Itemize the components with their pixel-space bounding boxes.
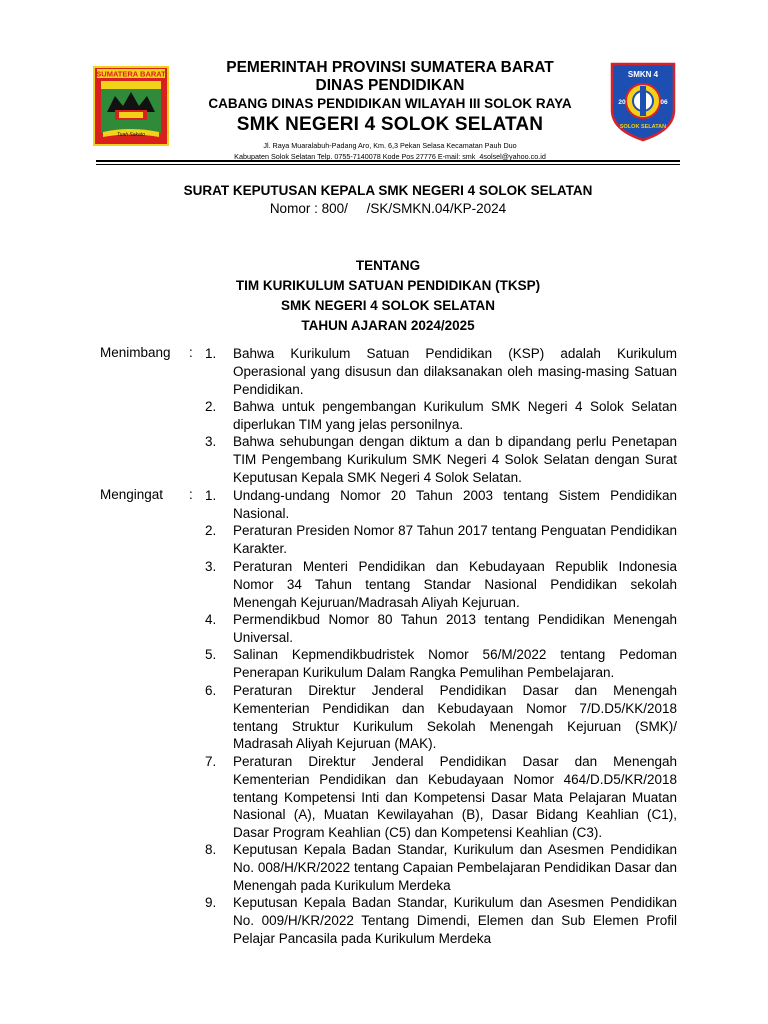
- letterhead-school-name: SMK NEGERI 4 SOLOK SELATAN: [236, 114, 544, 135]
- letterhead-province: PEMERINTAH PROVINSI SUMATERA BARAT: [226, 59, 554, 76]
- school-logo-year-right: 06: [660, 99, 668, 106]
- list-item-text: Peraturan Menteri Pendidikan dan Kebudayaan Republik Indonesia Nomor 34 Tahun tentang Standar Nasional Pendidikan sekolah Menengah Kejuruan/Madrasah Aliyah Kejuruan.: [233, 559, 677, 610]
- school-logo-top-text: SMKN 4: [627, 70, 659, 79]
- list-item: [205, 611, 677, 647]
- list-item-number: 6.: [205, 683, 217, 698]
- list-item: [205, 345, 677, 398]
- list-item-text: Keputusan Kepala Badan Standar, Kurikulum dan Asesmen Pendidikan No. 008/H/KR/2022 tentang Capaian Pembelajaran Pendidikan Dasar dan Menengah pada Kurikulum Merdeka: [233, 842, 677, 893]
- sumatera-barat-emblem: [93, 66, 169, 146]
- list-item: [205, 841, 677, 894]
- list-item: [205, 682, 677, 753]
- list-item-text: Permendikbud Nomor 80 Tahun 2013 tentang Pendidikan Menengah Universal.: [233, 612, 677, 645]
- list-item-text: Bahwa untuk pengembangan Kurikulum SMK Negeri 4 Solok Selatan diperlukan TIM yang jelas personilnya.: [233, 399, 677, 432]
- list-item-number: 1.: [205, 488, 217, 503]
- list-item-number: 5.: [205, 647, 217, 662]
- emblem-ribbon-text: Tuah Sakato: [117, 132, 145, 138]
- list-item-number: 3.: [205, 434, 217, 449]
- letterhead-address: Jl. Raya Muaralabuh-Padang Aro, Km. 6,3 Pekan Selasa Kecamatan Pauh Duo: [263, 141, 517, 150]
- letterhead-divider-thick: [96, 160, 680, 162]
- list-item-text: Peraturan Presiden Nomor 87 Tahun 2017 tentang Penguatan Pendidikan Karakter.: [233, 523, 677, 556]
- decree-subject: [96, 256, 680, 336]
- list-item-text: Bahwa Kurikulum Satuan Pendidikan (KSP) adalah Kurikulum Operasional yang disusun dan dilaksanakan oleh masing-masing Satuan Pendidikan.: [233, 346, 677, 397]
- list-item-number: 2.: [205, 523, 217, 538]
- list-item: [205, 522, 677, 558]
- section-colon: :: [189, 487, 193, 502]
- subject-line: TIM KURIKULUM SATUAN PENDIDIKAN (TKSP): [235, 278, 541, 293]
- letterhead-contact: Kabupaten Solok Selatan Telp. 0755-7140078 Kode Pos 27776 E-mail: smk_4solsel@yahoo.co.id: [234, 152, 546, 161]
- list-item-text: Peraturan Direktur Jenderal Pendidikan Dasar dan Menengah Kementerian Pendidikan dan Kebudayaan Nomor 7/D.D5/KK/2018 tentang Struktur Kurikulum Sekolah Menengah Kejuruan (SMK)/ Madrasah Aliyah Kejuruan (MAK).: [233, 683, 677, 752]
- subject-line: TENTANG: [355, 258, 421, 273]
- list-item-number: 3.: [205, 559, 217, 574]
- list-item-number: 8.: [205, 842, 217, 857]
- school-logo-year-left: 20: [618, 99, 626, 106]
- list-item-number: 1.: [205, 346, 217, 361]
- subject-line: TAHUN AJARAN 2024/2025: [301, 318, 475, 333]
- list-item: [205, 753, 677, 842]
- list-item-text: Bahwa sehubungan dengan diktum a dan b dipandang perlu Penetapan TIM Pengembang Kurikulum SMK Negeri 4 Solok Selatan dengan Surat Keputusan Kepala SMK Negeri 4 Solok Selatan.: [233, 434, 677, 485]
- section-label-menimbang: Menimbang: [100, 345, 171, 360]
- decree-title: SURAT KEPUTUSAN KEPALA SMK NEGERI 4 SOLOK SELATAN: [183, 183, 593, 198]
- list-item: [205, 558, 677, 611]
- emblem-banner-text: SUMATERA BARAT: [96, 69, 166, 79]
- list-item-text: Peraturan Direktur Jenderal Pendidikan Dasar dan Menengah Kementerian Pendidikan dan Kebudayaan Nomor 464/D.D5/KR/2018 tentang Kompetensi Inti dan Kompetensi Dasar Mata Pelajaran Muatan Nasional (A), Muatan Kewilayahan (B), Dasar Bidang Keahlian (C1), Dasar Program Keahlian (C5) dan Kompetensi Keahlian (C3).: [233, 754, 677, 841]
- letterhead-department: DINAS PENDIDIKAN: [315, 77, 465, 94]
- list-item-number: 7.: [205, 754, 217, 769]
- list-item-text: Undang-undang Nomor 20 Tahun 2003 tentang Sistem Pendidikan Nasional.: [233, 488, 677, 521]
- list-item: [205, 487, 677, 523]
- smkn4-school-logo: [608, 60, 678, 142]
- school-logo-bottom-text: SOLOK SELATAN: [619, 124, 667, 130]
- list-item-number: 4.: [205, 612, 217, 627]
- letterhead: [180, 58, 600, 162]
- list-item: [205, 398, 677, 434]
- list-item-text: Salinan Kepmendikbudristek Nomor 56/M/2022 tentang Pedoman Penerapan Kurikulum Dalam Rangka Pemulihan Pembelajaran.: [233, 647, 677, 680]
- list-item-text: Keputusan Kepala Badan Standar, Kurikulum dan Asesmen Pendidikan No. 009/H/KR/2022 Tentang Dimendi, Elemen dan Sub Elemen Profil Pelajar Pancasila pada Kurikulum Merdeka: [233, 895, 677, 946]
- list-item-number: 9.: [205, 895, 217, 910]
- section-colon: :: [189, 345, 193, 360]
- list-item: [205, 433, 677, 486]
- subject-line: SMK NEGERI 4 SOLOK SELATAN: [280, 298, 496, 313]
- letterhead-branch: CABANG DINAS PENDIDIKAN WILAYAH III SOLOK RAYA: [208, 96, 572, 111]
- list-item: [205, 646, 677, 682]
- decree-number: Nomor : 800/ /SK/SMKN.04/KP-2024: [269, 201, 507, 216]
- list-item: [205, 894, 677, 947]
- section-label-mengingat: Mengingat: [100, 487, 164, 502]
- letterhead-divider-thin: [96, 164, 680, 165]
- list-item-number: 2.: [205, 399, 217, 414]
